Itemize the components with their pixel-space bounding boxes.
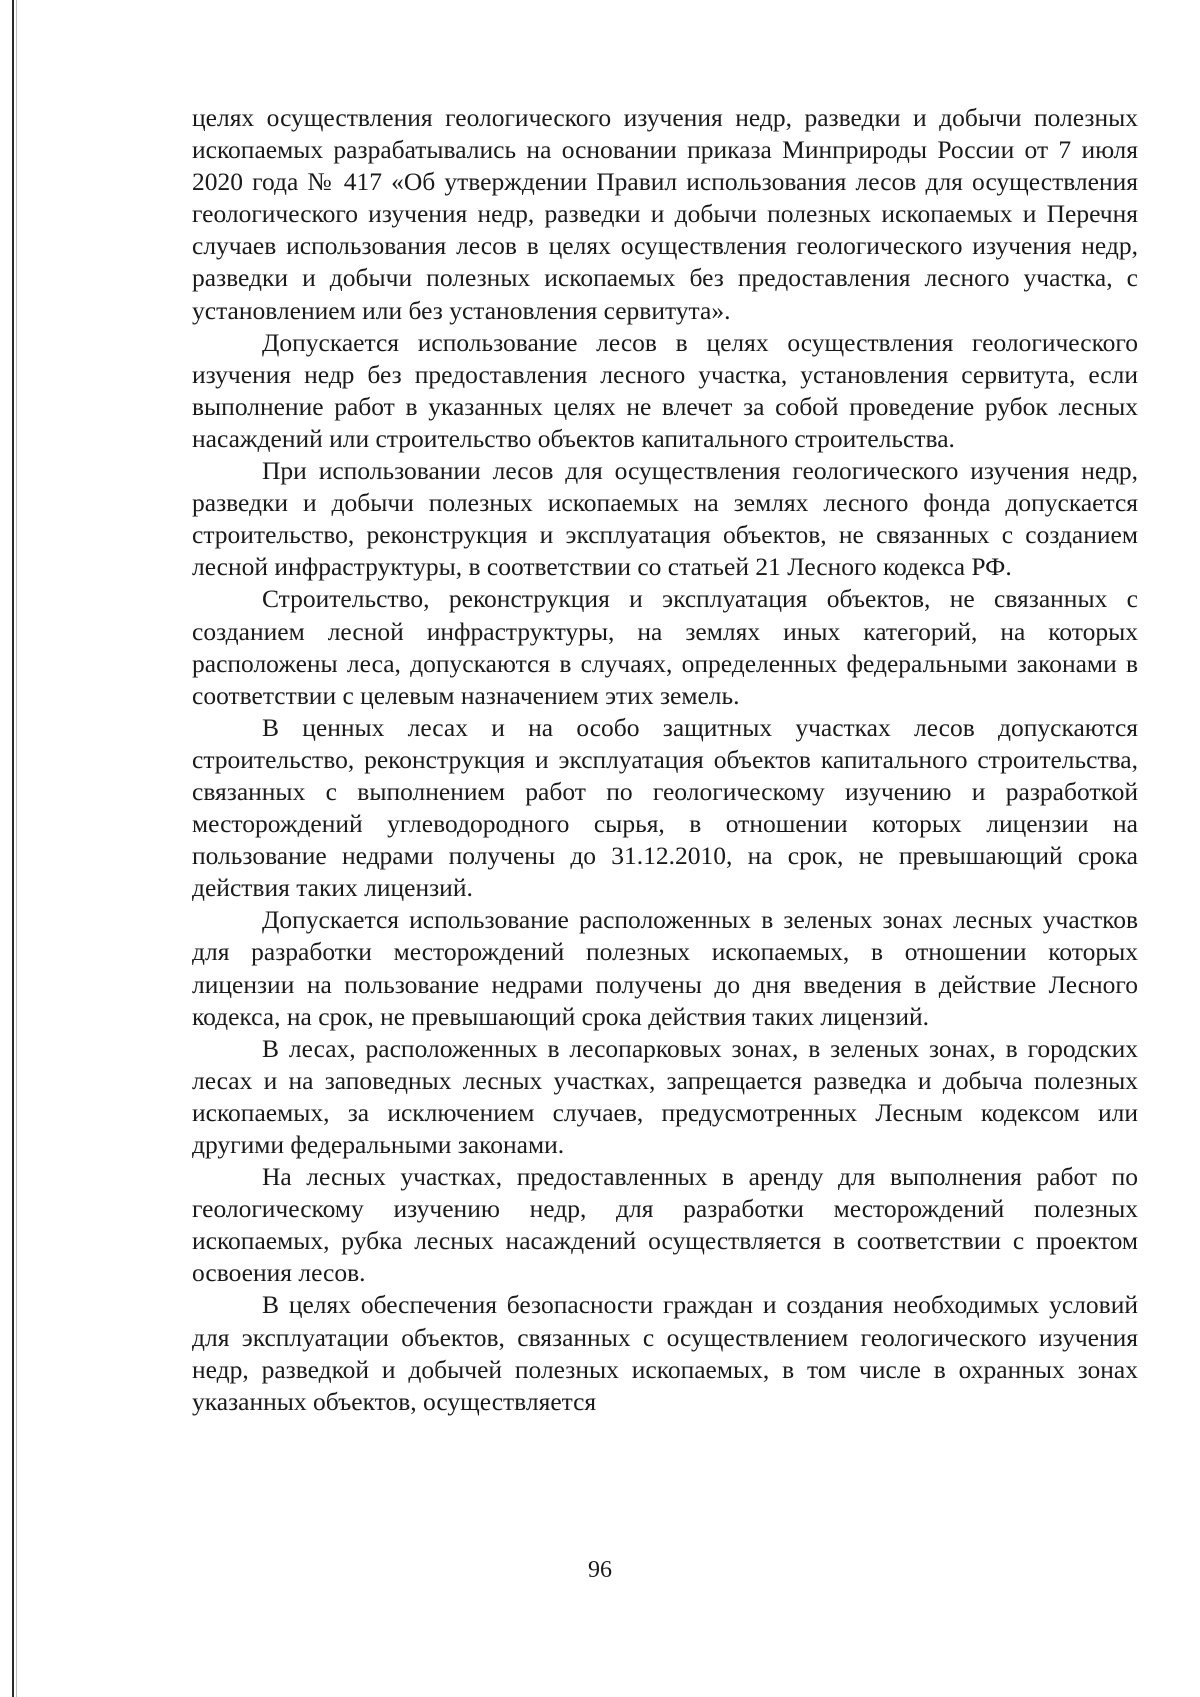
paragraph-continuation: целях осуществления геологического изучения недр, разведки и добычи полезных ископаемых разрабатывались на основании приказа Минприроды России от 7 июля 2020 года № 417 «Об утверждении Правил использования лесов для осуществления геологического изучения недр, разведки и добычи полезных ископаемых и Перечня случаев использования лесов в целях осуществления геологического изучения недр, разведки и добычи полезных ископаемых без предоставления лесного участка, с установлением или без установления сервитута». (192, 103, 1138, 325)
scan-binding-edge (12, 0, 14, 1697)
page-number: 96 (588, 1557, 612, 1583)
paragraph-leased-plots: На лесных участках, предоставленных в аренду для выполнения работ по геологическому изучению недр, для разработки месторождений полезных ископаемых, рубка лесных насаждений осуществляется в соответствии с проектом освоения лесов. (192, 1162, 1138, 1288)
paragraph-valuable-forests: В ценных лесах и на особо защитных участках лесов допускаются строительство, реконструкция и эксплуатация объектов капитального строительства, связанных с выполнением работ по геологическому изучению и разработкой месторождений углеводородного сырья, в отношении которых лицензии на пользование недрами получены до 31.12.2010, на срок, не превышающий срока действия таких лицензий. (192, 712, 1138, 903)
scan-binding-shadow (16, 0, 17, 1697)
paragraph-geological-study-without-plot: Допускается использование лесов в целях осуществления геологического изучения недр без предоставления лесного участка, установления сервитута, если выполнение работ в указанных целях не влечет за собой проведение рубок лесных насаждений или строительство объектов капитального строительства. (192, 327, 1138, 453)
paragraph-green-zones: Допускается использование расположенных в зеленых зонах лесных участков для разработки месторождений полезных ископаемых, в отношении которых лицензии на пользование недрами получены до дня введения в действие Лесного кодекса, на срок, не превышающий срока действия таких лицензий. (192, 905, 1138, 1031)
paragraph-safety-measures: В целях обеспечения безопасности граждан и создания необходимых условий для эксплуатации объектов, связанных с осуществлением геологического изучения недр, разведкой и добычей полезных ископаемых, в том числе в охранных зонах указанных объектов, осуществляется (192, 1290, 1138, 1416)
paragraph-prohibited-zones: В лесах, расположенных в лесопарковых зонах, в зеленых зонах, в городских лесах и на заповедных лесных участках, запрещается разведка и добыча полезных ископаемых, за исключением случаев, предусмотренных Лесным кодексом или другими федеральными законами. (192, 1033, 1138, 1159)
paragraph-other-land-categories: Строительство, реконструкция и эксплуатация объектов, не связанных с созданием лесной инфраструктуры, на землях иных категорий, на которых расположены леса, допускаются в случаях, определенных федеральными законами в соответствии с целевым назначением этих земель. (192, 584, 1138, 710)
document-body (192, 102, 1138, 1418)
paragraph-forest-fund-construction: При использовании лесов для осуществления геологического изучения недр, разведки и добычи полезных ископаемых на землях лесного фонда допускается строительство, реконструкция и эксплуатация объектов, не связанных с созданием лесной инфраструктуры, в соответствии со статьей 21 Лесного кодекса РФ. (192, 456, 1138, 582)
